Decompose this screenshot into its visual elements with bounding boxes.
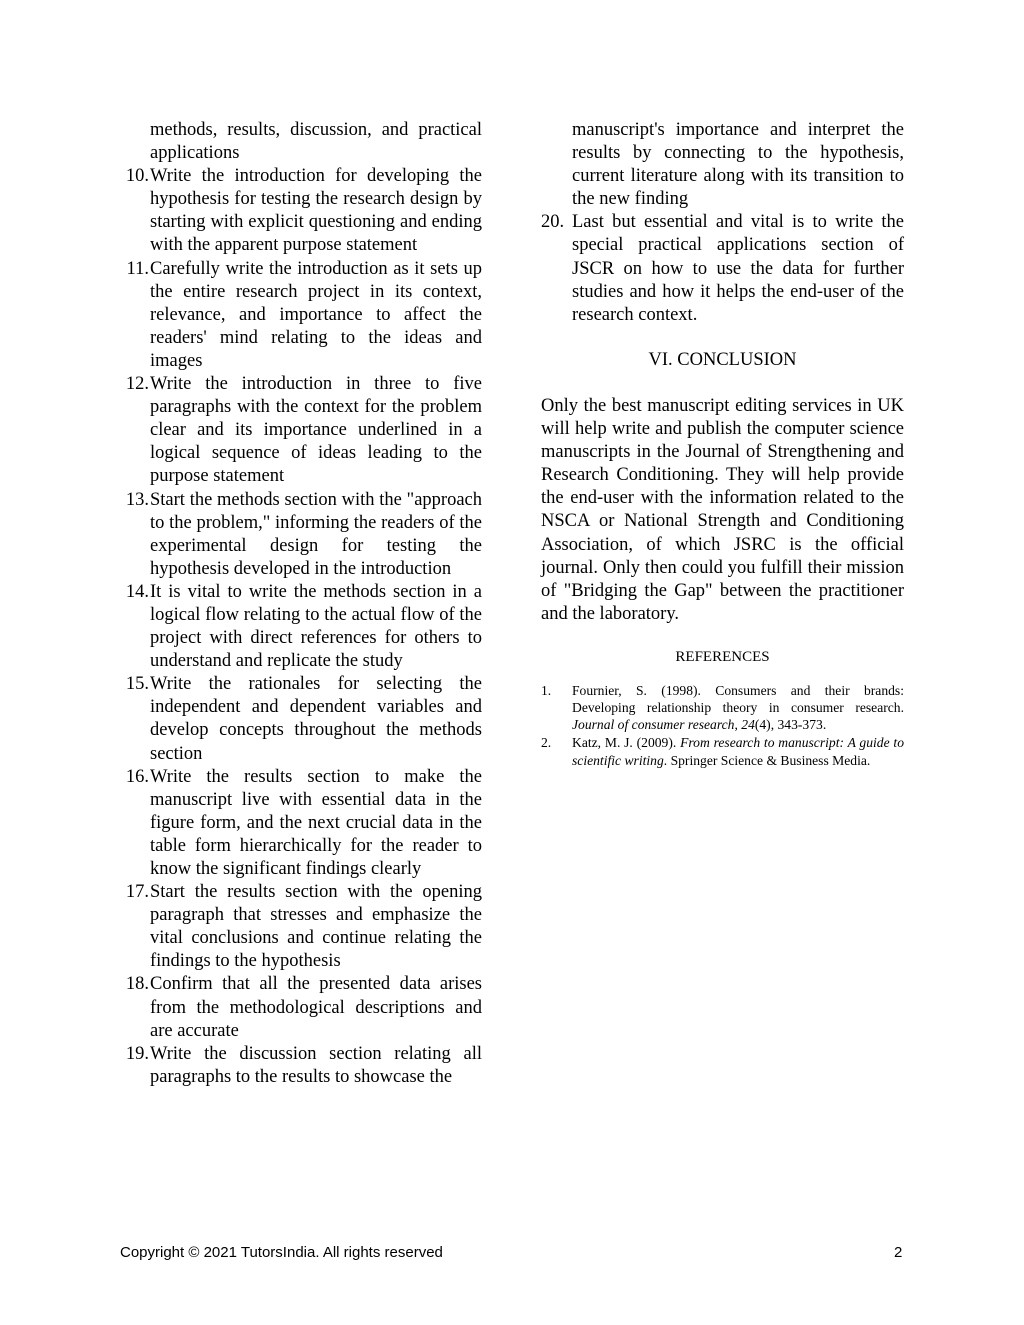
list-item bbox=[110, 881, 482, 973]
list-item-text: Carefully write the introduction as it sets up the entire research project in its context, relevance, and importance to affect the readers' mind relating to the ideas and images bbox=[150, 258, 482, 371]
reference-separator: , bbox=[734, 717, 742, 733]
reference-item bbox=[541, 734, 904, 768]
list-item bbox=[541, 211, 904, 326]
list-item-text: Start the results section with the opening paragraph that stresses and emphasize the vital conclusions and continue relating the findings to the hypothesis bbox=[150, 882, 482, 972]
list-item-number: 19. bbox=[125, 1043, 149, 1064]
list-item-number: 10. bbox=[125, 166, 149, 187]
reference-pages: (4), 343-373. bbox=[754, 717, 827, 733]
list-continuation: manuscript's importance and interpret the results by connecting to the hypothesis, current literature along with its transition to the new finding bbox=[572, 120, 904, 210]
conclusion-heading: VI. CONCLUSION bbox=[648, 349, 797, 370]
list-item bbox=[110, 165, 482, 257]
list-item-text: Write the introduction for developing the hypothesis for testing the research design by starting with explicit questioning and ending with the apparent purpose statement bbox=[150, 166, 482, 256]
list-item-text: Last but essential and vital is to write the special practical applications section of JSCR on how to use the data for further studies and how it helps the end-user of the research context. bbox=[572, 212, 904, 325]
list-item-number: 13. bbox=[125, 489, 149, 510]
list-item-number: 20. bbox=[541, 212, 565, 233]
list-item-text: Write the discussion section relating all paragraphs to the results to showcase the bbox=[150, 1043, 482, 1087]
list-item bbox=[110, 373, 482, 488]
list-item-text: Confirm that all the presented data arises from the methodological descriptions and are accurate bbox=[150, 974, 482, 1041]
reference-publisher: . Springer Science & Business Media. bbox=[663, 752, 871, 768]
reference-text bbox=[572, 734, 904, 768]
reference-number: 2. bbox=[541, 735, 552, 751]
references-list bbox=[541, 682, 904, 769]
list-item bbox=[110, 258, 482, 373]
list-item-number: 12. bbox=[125, 374, 149, 395]
list-item-number: 18. bbox=[125, 974, 149, 995]
list-item-number: 14. bbox=[125, 581, 149, 602]
reference-number: 1. bbox=[541, 682, 552, 698]
reference-text bbox=[572, 682, 904, 734]
reference-title: From research to manuscript: A guide to scientific writing bbox=[572, 735, 904, 768]
page-number: 2 bbox=[894, 1244, 903, 1261]
list-item-text: Start the methods section with the "approach to the problem," informing the readers of the experimental design for testing the hypothesis developed in the introduction bbox=[150, 489, 482, 579]
list-item bbox=[110, 581, 482, 673]
list-item-number: 17. bbox=[125, 882, 149, 903]
list-item-number: 15. bbox=[125, 674, 149, 695]
list-continuation: methods, results, discussion, and practical applications bbox=[150, 120, 482, 164]
list-item bbox=[110, 1043, 482, 1089]
reference-journal: Journal of consumer research bbox=[572, 717, 735, 733]
numbered-list bbox=[541, 211, 904, 326]
list-item bbox=[110, 766, 482, 881]
list-item bbox=[110, 489, 482, 581]
reference-authors: Fournier, S. (1998). Consumers and their brands: Developing relationship theory in consumer research. bbox=[572, 682, 904, 716]
right-column bbox=[541, 119, 904, 769]
numbered-list bbox=[110, 165, 482, 1089]
list-item-number: 16. bbox=[125, 766, 149, 787]
reference-item bbox=[541, 682, 904, 734]
list-item-number: 11. bbox=[126, 258, 149, 279]
conclusion-paragraph: Only the best manuscript editing services in UK will help write and publish the computer science manuscripts in the Journal of Strengthening and Research Conditioning. They will help provide the end-user with the information related to the NSCA or National Strength and Conditioning Association, of which JSRC is the official journal. Only then could you fulfill their mission of "Bridging the Gap" between the practitioner and the laboratory. bbox=[541, 395, 904, 624]
left-column bbox=[110, 119, 482, 1089]
list-item bbox=[110, 673, 482, 765]
list-item-text: It is vital to write the methods section in a logical flow relating to the actual flow of the project with direct references for others to understand and replicate the study bbox=[150, 581, 482, 672]
footer-copyright: Copyright © 2021 TutorsIndia. All rights reserved bbox=[120, 1244, 443, 1261]
list-item-text: Write the introduction in three to five paragraphs with the context for the problem clear and its importance underlined in a logical sequence of ideas leading to the purpose statement bbox=[150, 374, 482, 487]
reference-authors: Katz, M. J. (2009). bbox=[572, 735, 681, 751]
list-item bbox=[110, 973, 482, 1042]
list-item-text: Write the results section to make the manuscript live with essential data in the figure form, and the next crucial data in the table form hierarchically for the reader to know the significant findings clearly bbox=[150, 766, 482, 879]
list-item-text: Write the rationales for selecting the independent and dependent variables and develop concepts throughout the methods section bbox=[150, 674, 482, 764]
reference-volume: 24 bbox=[741, 717, 755, 733]
references-heading: REFERENCES bbox=[675, 648, 770, 665]
